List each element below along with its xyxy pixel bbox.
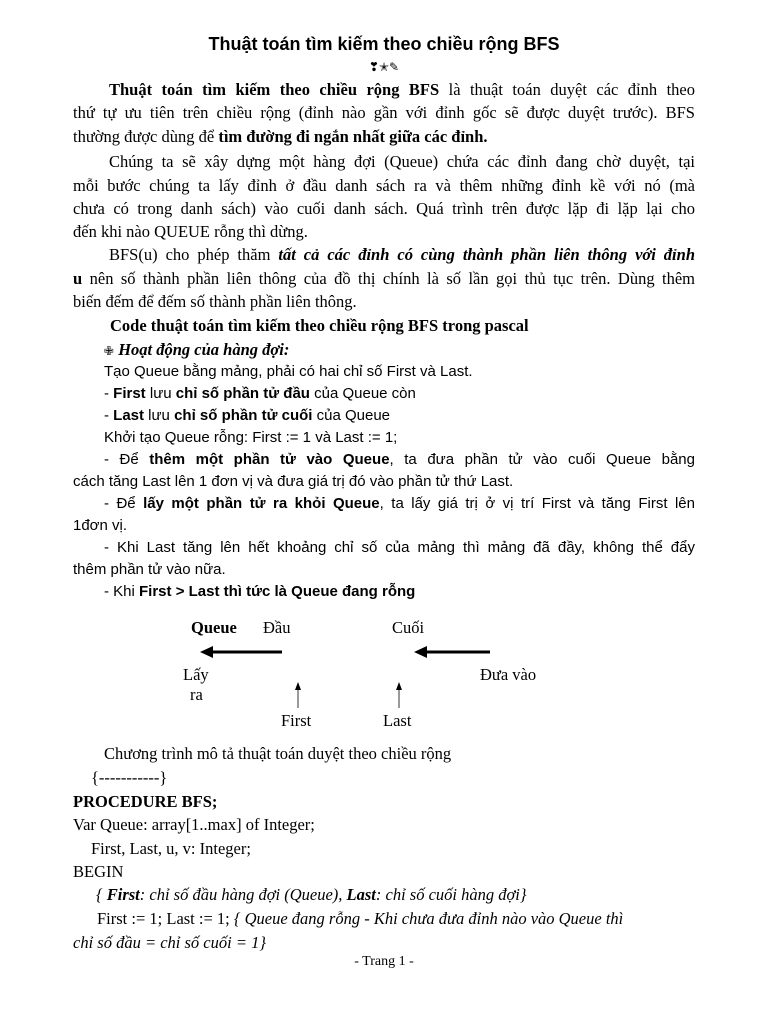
paragraph-3-line-3: biến đếm để đếm số thành phần liên thông.: [73, 292, 357, 311]
diagram-tail-label: Cuối: [392, 618, 425, 637]
paragraph-3-line-1: BFS(u) cho phép thăm tất cả các đỉnh có cùng thành phần liên thông với đỉnh: [109, 245, 695, 264]
paragraph-1-line-2: thứ tự ưu tiên trên chiều rộng (đỉnh nào gần với đỉnh gốc sẽ được duyệt trước). BFS: [73, 103, 695, 122]
ops-line-dequeue-1: - Để lấy một phần tử ra khỏi Queue, ta lấy giá trị ở vị trí First và tăng First lên: [104, 495, 695, 512]
paragraph-2-line-3: chưa có trong danh sách) vào cuối danh sách. Quá trình trên được lặp đi lặp lại cho: [73, 199, 695, 218]
ops-line-enqueue-2: cách tăng Last lên 1 đơn vị và đưa giá trị đó vào phần tử thứ Last.: [73, 473, 514, 490]
program-var-1: Var Queue: array[1..max] of Integer;: [73, 815, 315, 834]
ops-line-last: - Last lưu chỉ số phần tử cuối của Queue: [104, 407, 391, 424]
left-arrow-head: [200, 646, 213, 658]
diagram-take-out-label-1: Lấy: [183, 665, 209, 684]
diagram-put-in-label: Đưa vào: [480, 665, 537, 684]
code-heading: Code thuật toán tìm kiếm theo chiều rộng BFS trong pascal: [110, 316, 529, 335]
paragraph-1-line-3: thường được dùng để tìm đường đi ngắn nhất giữa các đỉnh.: [73, 127, 488, 146]
program-intro: Chương trình mô tả thuật toán duyệt theo chiều rộng: [104, 744, 452, 763]
bfs-term: Thuật toán tìm kiếm theo chiều rộng BFS: [109, 80, 440, 99]
ops-line-full-2: thêm phần tử vào nữa.: [73, 561, 226, 578]
program-var-2: First, Last, u, v: Integer;: [91, 839, 251, 858]
ops-line-dequeue-2: 1đơn vị.: [73, 517, 128, 534]
paragraph-1-line-1: Thuật toán tìm kiếm theo chiều rộng BFS là thuật toán duyệt các đỉnh theo: [109, 80, 695, 99]
program-comment-1: { First: chỉ số đầu hàng đợi (Queue), Last: chỉ số cuối hàng đợi}: [96, 885, 527, 904]
ops-line-init: Khởi tạo Queue rỗng: First := 1 và Last := 1;: [104, 429, 398, 446]
ops-heading: ✙ Hoạt động của hàng đợi:: [104, 340, 290, 359]
diagram-queue-label: Queue: [191, 618, 237, 637]
last-pointer-head: [396, 682, 402, 690]
ops-line-enqueue-1: - Để thêm một phần tử vào Queue, ta đưa phần tử vào cuối Queue bằng: [104, 451, 695, 468]
diagram-take-out-label-2: ra: [190, 685, 203, 704]
ops-line-first: - First lưu chỉ số phần tử đầu của Queue còn: [104, 385, 416, 402]
page-title: Thuật toán tìm kiếm theo chiều rộng BFS: [208, 34, 560, 54]
program-init-comment-2: chỉ số đầu = chỉ số cuối = 1}: [73, 933, 266, 952]
ornament-icons: ❣✭✎: [368, 60, 400, 74]
paragraph-2-line-4: đến khi nào QUEUE rỗng thì dừng.: [73, 222, 308, 241]
program-begin: BEGIN: [73, 862, 124, 881]
right-arrow-head: [414, 646, 427, 658]
ops-line-full-1: - Khi Last tăng lên hết khoảng chỉ số của mảng thì mảng đã đầy, không thể đẩy: [104, 539, 695, 556]
diagram-last-label: Last: [383, 711, 412, 730]
first-pointer-head: [295, 682, 301, 690]
diagram-first-label: First: [281, 711, 312, 730]
ops-line-1: Tạo Queue bằng mảng, phải có hai chỉ số First và Last.: [104, 363, 473, 380]
paragraph-3-line-2: u nên số thành phần liên thông của đồ thị chính là số lần gọi thủ tục trên. Dùng thêm: [73, 269, 695, 288]
page-number: - Trang 1 -: [354, 954, 414, 969]
paragraph-2-line-2: mỗi bước chúng ta lấy đỉnh ở đầu danh sách ra và thêm những đỉnh kề với nó (mà: [73, 176, 695, 195]
ops-line-empty: - Khi First > Last thì tức là Queue đang rỗng: [104, 583, 416, 600]
paragraph-2-line-1: Chúng ta sẽ xây dựng một hàng đợi (Queue) chứa các đỉnh đang chờ duyệt, tại: [109, 152, 695, 171]
cross-icon: ✙: [104, 344, 115, 358]
program-init: First := 1; Last := 1; { Queue đang rỗng - Khi chưa đưa đỉnh nào vào Queue thì: [97, 909, 624, 928]
program-procedure: PROCEDURE BFS;: [73, 792, 218, 811]
diagram-head-label: Đầu: [263, 618, 291, 637]
program-separator: {-----------}: [91, 768, 168, 787]
